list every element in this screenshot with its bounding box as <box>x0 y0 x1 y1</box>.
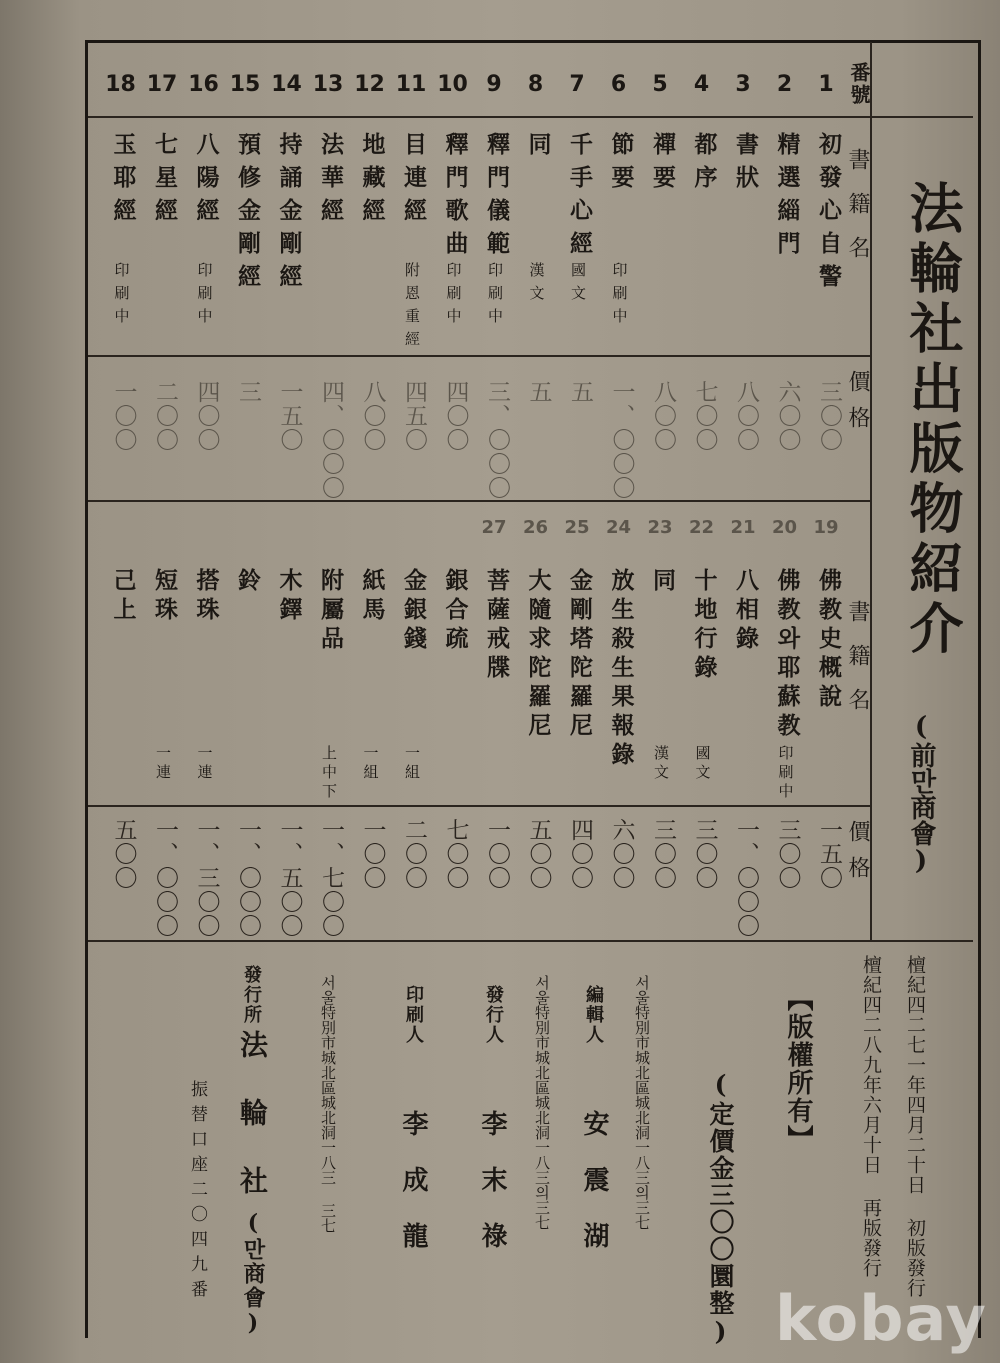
page-subtitle: (前만商會) <box>906 712 936 876</box>
price-cell: 六〇〇 <box>608 818 635 890</box>
office-name: 法輪社 <box>236 1030 269 1234</box>
book-name: 短珠 <box>151 568 178 626</box>
section-divider <box>88 500 870 502</box>
book-note: 一連 <box>154 745 172 783</box>
book-name: 節要 <box>607 132 635 198</box>
book-note: 印刷中 <box>444 262 463 331</box>
reprint-date: 檀紀四二八九年六月十日 再版發行 <box>860 955 882 1278</box>
number-cell: 16 <box>188 72 219 97</box>
book-name: 千手心經 <box>566 132 593 264</box>
book-name: 同 <box>524 132 552 165</box>
book-note: 一連 <box>195 745 214 783</box>
number-cell: 2 <box>776 72 793 97</box>
book-name: 初發心自警 <box>815 132 842 297</box>
number-cell: 6 <box>610 72 627 97</box>
price-cell: 一、〇〇〇 <box>733 818 759 938</box>
book-name: 鈴 <box>234 568 261 597</box>
price-cell: 六〇〇 <box>774 380 801 452</box>
number-cell: 15 <box>229 72 261 97</box>
book-name: 同 <box>649 568 676 597</box>
book-name: 持誦金剛經 <box>275 132 303 297</box>
price-cell: 四、〇〇〇 <box>318 380 344 500</box>
price-cell: 一五〇 <box>276 380 303 452</box>
header-book-name: 書籍名 <box>845 148 870 280</box>
book-note: 上中下 <box>320 745 338 802</box>
book-name: 精選緇門 <box>773 132 801 264</box>
number-cell: 20 <box>771 517 798 538</box>
number-cell: 17 <box>146 72 178 97</box>
book-name: 佛教와耶蘇教 <box>773 568 801 742</box>
price-cell: 一五〇 <box>816 818 842 890</box>
names-price-divider-mid <box>88 805 870 807</box>
price-cell: 一、〇〇〇 <box>152 818 178 938</box>
book-name: 木鐸 <box>275 568 303 626</box>
price-cell: 一、〇〇〇 <box>608 380 635 500</box>
book-name: 紙馬 <box>358 568 386 626</box>
number-cell: 14 <box>271 72 302 97</box>
book-name: 佛教史概說 <box>815 568 842 713</box>
office-address: 서울特別市城北區城北洞一八三 三七 <box>319 975 337 1233</box>
price-cell: 二〇〇 <box>401 818 427 890</box>
book-name: 放生殺生果報錄 <box>607 568 635 771</box>
number-cell: 19 <box>813 517 839 538</box>
book-name: 十地行錄 <box>690 568 718 684</box>
names-price-divider-top <box>88 355 870 357</box>
copyright-notice: 【版權所有】 <box>783 985 813 1153</box>
book-name: 大隨求陀羅尼 <box>524 568 552 742</box>
printer-label: 印刷人 <box>403 985 424 1045</box>
fixed-price: (定價金三〇〇圜整) <box>706 1070 735 1348</box>
book-name: 禪要 <box>649 132 676 198</box>
book-name: 八相錄 <box>732 568 759 655</box>
book-name: 己上 <box>109 568 137 626</box>
number-cell: 9 <box>486 72 502 97</box>
number-cell: 23 <box>647 517 673 538</box>
number-cell: 11 <box>395 72 427 97</box>
header-price: 價格 <box>845 370 870 442</box>
book-name: 銀合疏 <box>441 568 469 655</box>
book-note: 國文 <box>693 745 712 783</box>
price-cell: 四〇〇 <box>193 380 220 452</box>
book-name: 釋門儀範 <box>483 132 510 264</box>
book-name: 預修金剛經 <box>234 132 261 297</box>
price-cell: 一〇〇 <box>110 380 137 452</box>
price-cell: 八〇〇 <box>650 380 676 452</box>
book-note: 印刷中 <box>776 745 795 802</box>
number-cell: 7 <box>569 72 585 97</box>
book-note: 印刷中 <box>610 262 629 331</box>
number-cell: 5 <box>652 72 668 97</box>
header-divider <box>88 116 973 118</box>
price-cell: 五 <box>567 380 593 404</box>
number-cell: 1 <box>818 72 834 97</box>
price-cell: 八〇〇 <box>733 380 759 452</box>
book-name: 玉耶經 <box>109 132 137 231</box>
book-note: 國文 <box>569 262 587 308</box>
price-cell: 五〇〇 <box>110 818 137 890</box>
book-name: 地藏經 <box>358 132 386 231</box>
price-cell: 二〇〇 <box>152 380 178 452</box>
price-cell: 三〇〇 <box>650 818 676 890</box>
price-cell: 四〇〇 <box>567 818 593 890</box>
number-cell: 25 <box>564 517 590 538</box>
printer-name: 李成龍 <box>398 1110 428 1278</box>
price-cell: 八〇〇 <box>359 380 386 452</box>
book-note: 一組 <box>403 745 421 783</box>
number-cell: 22 <box>688 517 715 538</box>
price-cell: 五 <box>525 380 552 404</box>
price-cell: 一〇〇 <box>359 818 386 890</box>
book-name: 法華經 <box>317 132 344 231</box>
book-name: 金銀錢 <box>400 568 427 655</box>
number-cell: 10 <box>437 72 468 97</box>
book-name: 金剛塔陀羅尼 <box>566 568 593 742</box>
price-cell: 七〇〇 <box>691 380 718 452</box>
book-note: 漢文 <box>652 745 670 783</box>
account-number: 振替口座二〇四九番 <box>187 1080 207 1305</box>
header-price-mid: 價格 <box>845 820 870 892</box>
price-cell: 七〇〇 <box>442 818 469 890</box>
office-note: (만商會) <box>240 1210 266 1338</box>
number-cell: 3 <box>735 72 751 97</box>
number-cell: 18 <box>105 72 136 97</box>
price-cell: 五〇〇 <box>525 818 552 890</box>
book-name: 都序 <box>690 132 718 198</box>
book-name: 釋門歌曲 <box>441 132 469 264</box>
number-cell: 24 <box>605 517 632 538</box>
book-name: 菩薩戒牒 <box>483 568 510 684</box>
price-cell: 三、〇〇〇 <box>484 380 510 500</box>
publisher-name: 李末祿 <box>477 1110 507 1278</box>
number-cell: 26 <box>522 517 549 538</box>
price-cell: 三〇〇 <box>691 818 718 890</box>
office-label: 發行所 <box>241 965 262 1025</box>
colophon-divider <box>88 940 973 942</box>
price-cell: 一、五〇〇 <box>276 818 303 938</box>
header-number-label: 番號 <box>847 62 871 106</box>
number-cell: 12 <box>354 72 385 97</box>
publisher-address: 서울特別市城北區城北洞一八三의三七 <box>533 975 551 1230</box>
number-cell: 27 <box>481 517 507 538</box>
book-name: 目連經 <box>400 132 427 231</box>
editor-label: 編輯人 <box>583 985 604 1045</box>
book-note: 印刷中 <box>112 262 131 331</box>
book-name: 書狀 <box>732 132 759 198</box>
editor-address: 서울特別市城北區城北洞一八三의三七 <box>633 975 651 1230</box>
book-note: 附恩重經 <box>403 262 421 354</box>
price-cell: 四五〇 <box>401 380 427 452</box>
book-note: 印刷中 <box>195 262 214 331</box>
book-note: 漢文 <box>527 262 546 308</box>
price-cell: 一〇〇 <box>484 818 510 890</box>
book-note: 印刷中 <box>486 262 504 331</box>
editor-name: 安震湖 <box>579 1110 609 1278</box>
book-name: 搭珠 <box>192 568 220 626</box>
page-title: 法輪社出版物紹介 <box>901 180 965 660</box>
price-cell: 三〇〇 <box>816 380 842 452</box>
book-name: 附屬品 <box>317 568 344 655</box>
header-book-name-mid: 書籍名 <box>845 600 870 732</box>
publisher-label: 發行人 <box>483 985 504 1045</box>
number-cell: 4 <box>693 72 710 97</box>
book-name: 八陽經 <box>192 132 220 231</box>
number-cell: 8 <box>527 72 544 97</box>
book-note: 一組 <box>361 745 380 783</box>
number-cell: 21 <box>730 517 756 538</box>
book-name: 七星經 <box>151 132 178 231</box>
price-cell: 一、七〇〇 <box>318 818 344 938</box>
price-cell: 四〇〇 <box>442 380 469 452</box>
price-cell: 一、三〇〇 <box>193 818 220 938</box>
first-edition-date: 檀紀四二七一年四月二十日 初版發行 <box>904 955 926 1298</box>
price-cell: 三〇〇 <box>774 818 801 890</box>
kobay-watermark: kobay <box>775 1282 987 1355</box>
price-cell: 三 <box>235 380 261 404</box>
number-cell: 13 <box>312 72 344 97</box>
price-cell: 一、〇〇〇 <box>235 818 261 938</box>
